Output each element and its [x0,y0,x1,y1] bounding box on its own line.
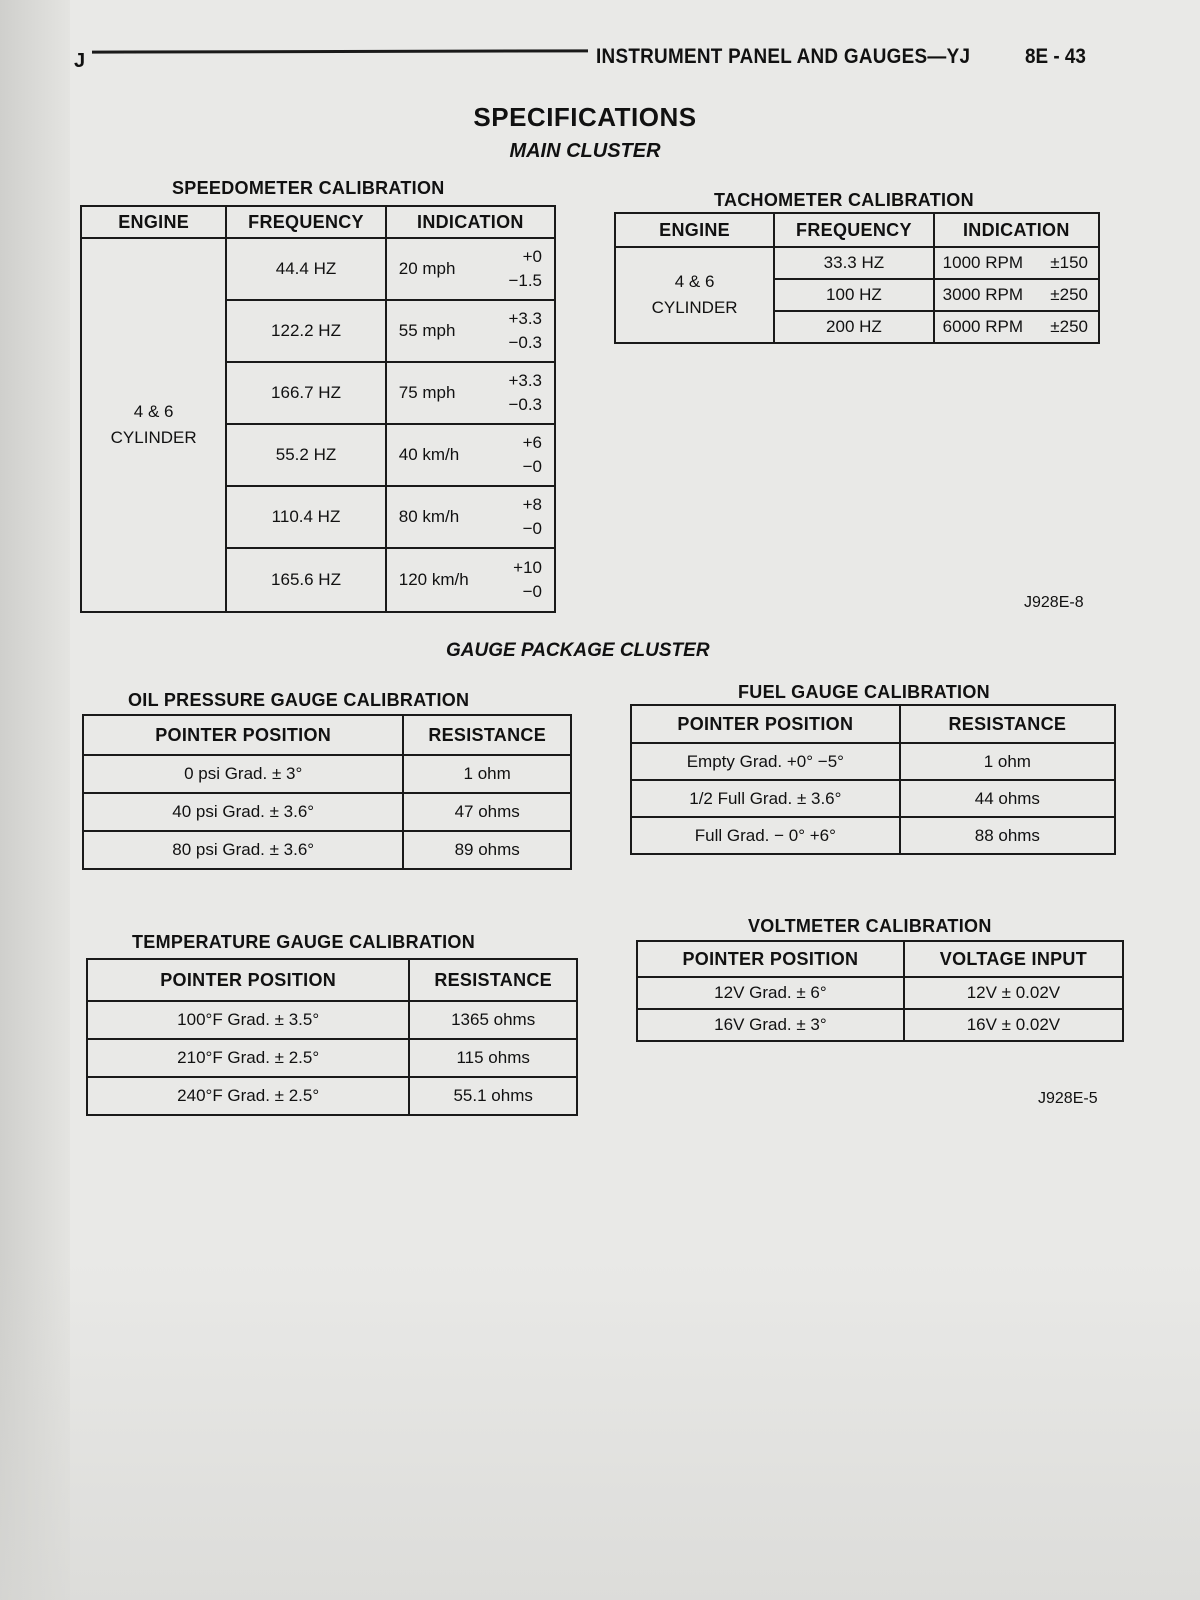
engine-cell [615,247,774,343]
resistance-cell: 89 ohms [403,831,571,869]
indication-cell [934,279,1099,311]
figure-code: J928E-8 [1024,594,1084,611]
fuel-caption: FUEL GAUGE CALIBRATION [738,682,990,702]
pointer-position-cell: 40 psi Grad. ± 3.6° [83,793,403,831]
oil-pressure-caption: OIL PRESSURE GAUGE CALIBRATION [128,690,470,710]
column-header: INDICATION [386,206,555,238]
table-row [87,1039,577,1077]
indication-cell [386,300,555,362]
table-row [637,977,1123,1009]
voltage-input-cell: 12V ± 0.02V [904,977,1123,1009]
speed-value: 20 mph [398,259,456,278]
speed-value: 55 mph [398,321,456,340]
resistance-cell: 55.1 ohms [409,1077,577,1115]
resistance-cell: 1 ohm [403,755,571,793]
tachometer-caption: TACHOMETER CALIBRATION [714,190,974,210]
pointer-position-cell: Full Grad. − 0° +6° [631,817,900,854]
tolerance-plus: +6 [522,433,542,452]
column-header: RESISTANCE [403,715,571,755]
gauge-package-title: GAUGE PACKAGE CLUSTER [446,640,710,661]
pointer-position-cell: 80 psi Grad. ± 3.6° [83,831,403,869]
speed-value: 75 mph [398,383,456,402]
table-row [83,755,571,793]
oil-pressure-table [82,714,572,870]
pointer-position-cell: 210°F Grad. ± 2.5° [87,1039,409,1077]
pointer-position-cell: 240°F Grad. ± 2.5° [87,1077,409,1115]
temperature-header-row [87,959,577,1001]
oil-header-row [83,715,571,755]
speedometer-header-row [81,206,555,238]
page-bottom-shadow [0,1260,1200,1600]
resistance-cell: 115 ohms [409,1039,577,1077]
column-header: FREQUENCY [226,206,385,238]
table-row [87,1077,577,1115]
pointer-position-cell: 100°F Grad. ± 3.5° [87,1001,409,1039]
column-header: RESISTANCE [409,959,577,1001]
tolerance-minus: −1.5 [508,271,542,290]
frequency-cell: 166.7 HZ [226,362,385,424]
frequency-cell: 122.2 HZ [226,300,385,362]
speed-value: 40 km/h [398,445,460,464]
column-header: POINTER POSITION [631,705,900,743]
fuel-header-row [631,705,1115,743]
speedometer-table [80,205,556,613]
tolerance-minus: −0.3 [508,333,542,352]
column-header: POINTER POSITION [637,941,904,977]
column-header: POINTER POSITION [87,959,409,1001]
rpm-tolerance: ±150 [1050,253,1088,272]
table-row [81,238,555,300]
voltmeter-caption: VOLTMETER CALIBRATION [748,916,992,936]
tolerance-plus: +3.3 [508,309,542,328]
column-header: ENGINE [81,206,226,238]
temperature-caption: TEMPERATURE GAUGE CALIBRATION [132,932,476,952]
frequency-cell: 110.4 HZ [226,486,385,548]
table-row [615,247,1099,279]
table-row [631,743,1115,780]
table-row [83,793,571,831]
column-header: RESISTANCE [900,705,1115,743]
frequency-cell: 165.6 HZ [226,548,385,612]
indication-cell [386,238,555,300]
speed-value: 120 km/h [398,570,469,589]
speed-value: 80 km/h [398,507,460,526]
tolerance-minus: −0 [522,457,542,476]
column-header: FREQUENCY [774,213,934,247]
engine-line: CYLINDER [110,428,197,447]
tolerance-minus: −0.3 [508,395,542,414]
rpm-value: 1000 RPM [942,253,1023,272]
tachometer-table [614,212,1100,344]
voltmeter-header-row [637,941,1123,977]
table-row [637,1009,1123,1041]
tolerance-minus: −0 [522,582,542,601]
page-title: SPECIFICATIONS [473,102,697,132]
header-page-number: 8E - 43 [1025,45,1086,68]
tachometer-header-row [615,213,1099,247]
indication-cell [934,247,1099,279]
header-section-letter: J [74,50,86,72]
tolerance-plus: +8 [522,495,542,514]
engine-line: 4 & 6 [674,272,715,291]
rpm-tolerance: ±250 [1050,317,1088,336]
pointer-position-cell: 12V Grad. ± 6° [637,977,904,1009]
indication-cell [934,311,1099,343]
indication-cell [386,362,555,424]
indication-cell [386,548,555,612]
tolerance-plus: +10 [513,558,542,577]
frequency-cell: 44.4 HZ [226,238,385,300]
rpm-tolerance: ±250 [1050,285,1088,304]
frequency-cell: 100 HZ [774,279,934,311]
pointer-position-cell: Empty Grad. +0° −5° [631,743,900,780]
voltmeter-table [636,940,1124,1042]
column-header: VOLTAGE INPUT [904,941,1123,977]
rpm-value: 3000 RPM [942,285,1023,304]
table-row [83,831,571,869]
voltage-input-cell: 16V ± 0.02V [904,1009,1123,1041]
tolerance-plus: +0 [522,247,542,266]
indication-cell [386,486,555,548]
column-header: ENGINE [615,213,774,247]
fuel-table [630,704,1116,855]
figure-code: J928E-5 [1038,1090,1098,1107]
pointer-position-cell: 1/2 Full Grad. ± 3.6° [631,780,900,817]
engine-line: CYLINDER [651,298,738,317]
resistance-cell: 88 ohms [900,817,1115,854]
rpm-value: 6000 RPM [942,317,1023,336]
temperature-table [86,958,578,1116]
frequency-cell: 55.2 HZ [226,424,385,486]
engine-line: 4 & 6 [133,402,174,421]
engine-cell [81,238,226,612]
column-header: INDICATION [934,213,1099,247]
speedometer-caption: SPEEDOMETER CALIBRATION [172,178,445,198]
table-row [631,817,1115,854]
indication-cell [386,424,555,486]
tolerance-minus: −0 [522,519,542,538]
tolerance-plus: +3.3 [508,371,542,390]
header-rule [92,49,588,53]
table-row [631,780,1115,817]
table-row [87,1001,577,1039]
resistance-cell: 1365 ohms [409,1001,577,1039]
frequency-cell: 200 HZ [774,311,934,343]
resistance-cell: 1 ohm [900,743,1115,780]
resistance-cell: 44 ohms [900,780,1115,817]
frequency-cell: 33.3 HZ [774,247,934,279]
pointer-position-cell: 16V Grad. ± 3° [637,1009,904,1041]
header-title: INSTRUMENT PANEL AND GAUGES—YJ [596,45,971,68]
main-cluster-title: MAIN CLUSTER [509,140,661,162]
column-header: POINTER POSITION [83,715,403,755]
pointer-position-cell: 0 psi Grad. ± 3° [83,755,403,793]
resistance-cell: 47 ohms [403,793,571,831]
